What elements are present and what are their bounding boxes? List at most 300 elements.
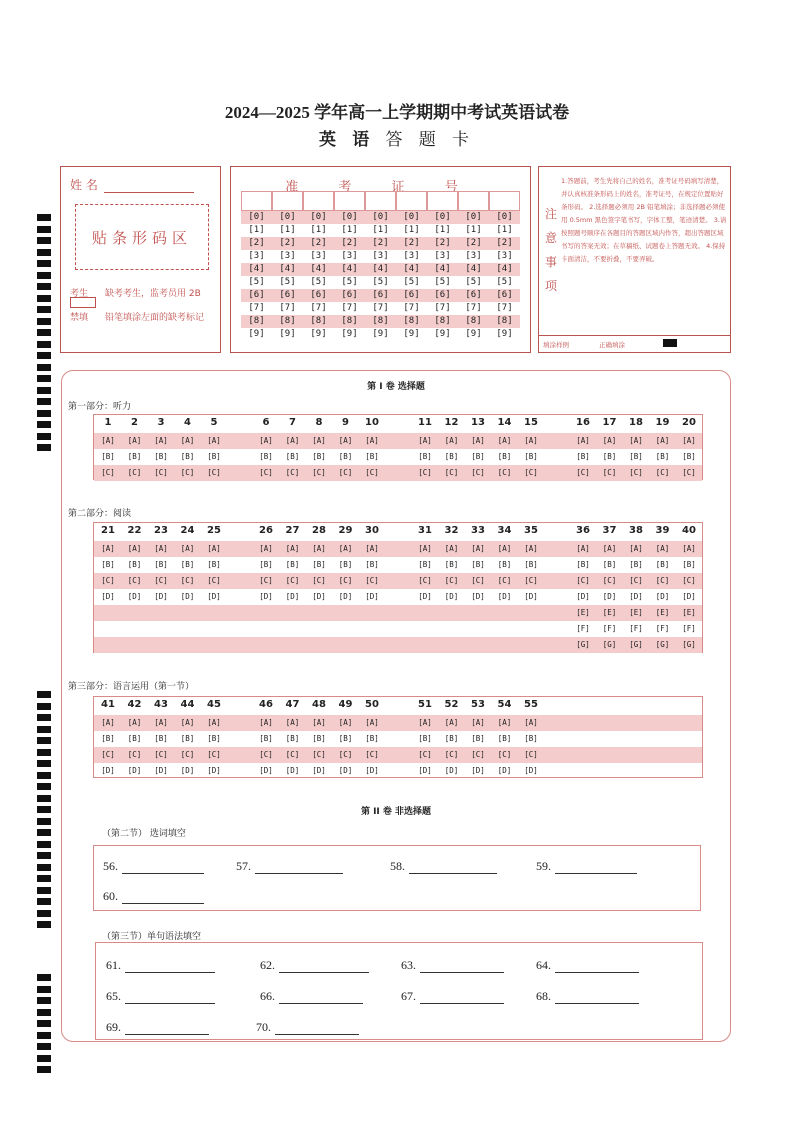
option-bubble[interactable]: [A] bbox=[682, 544, 696, 553]
option-bubble[interactable]: [A] bbox=[524, 718, 538, 727]
id-digit-bubble[interactable]: [3] bbox=[365, 250, 396, 263]
id-digit-bubble[interactable]: [6] bbox=[365, 289, 396, 302]
option-bubble[interactable]: [B] bbox=[602, 560, 617, 569]
id-digit-bubble[interactable]: [5] bbox=[396, 276, 427, 289]
option-bubble[interactable]: [A] bbox=[444, 718, 459, 727]
option-bubble[interactable]: [B] bbox=[338, 734, 353, 743]
option-bubble[interactable]: [C] bbox=[154, 750, 168, 759]
id-digit-bubble[interactable]: [5] bbox=[334, 276, 365, 289]
id-digit-bubble[interactable]: [2] bbox=[241, 237, 272, 250]
option-bubble[interactable]: [C] bbox=[418, 468, 432, 477]
option-bubble[interactable]: [D] bbox=[101, 766, 115, 775]
id-digit-bubble[interactable]: [1] bbox=[458, 224, 489, 237]
option-bubble[interactable]: [A] bbox=[471, 718, 485, 727]
option-bubble[interactable]: [C] bbox=[418, 576, 432, 585]
option-bubble[interactable]: [G] bbox=[576, 640, 590, 649]
option-bubble[interactable]: [C] bbox=[207, 750, 221, 759]
option-bubble[interactable]: [A] bbox=[154, 544, 168, 553]
option-bubble[interactable]: [F] bbox=[576, 624, 590, 633]
option-bubble[interactable]: [D] bbox=[285, 766, 300, 775]
option-bubble[interactable]: [A] bbox=[444, 544, 459, 553]
option-bubble[interactable]: [D] bbox=[127, 766, 142, 775]
option-bubble[interactable]: [D] bbox=[365, 766, 379, 775]
option-bubble[interactable]: [A] bbox=[418, 718, 432, 727]
option-bubble[interactable]: [D] bbox=[576, 592, 590, 601]
id-write-cell[interactable] bbox=[427, 191, 458, 211]
option-bubble[interactable]: [D] bbox=[444, 592, 459, 601]
id-digit-bubble[interactable]: [4] bbox=[334, 263, 365, 276]
option-bubble[interactable]: [B] bbox=[444, 452, 459, 461]
answer-63[interactable]: 63. bbox=[401, 958, 504, 973]
id-digit-bubble[interactable]: [3] bbox=[427, 250, 458, 263]
option-bubble[interactable]: [A] bbox=[180, 436, 195, 445]
option-bubble[interactable]: [A] bbox=[285, 718, 300, 727]
id-digit-bubble[interactable]: [8] bbox=[272, 315, 303, 328]
option-bubble[interactable]: [E] bbox=[629, 608, 643, 617]
name-field[interactable] bbox=[70, 176, 194, 193]
option-bubble[interactable]: [A] bbox=[497, 544, 512, 553]
option-bubble[interactable]: [B] bbox=[365, 452, 379, 461]
option-bubble[interactable]: [C] bbox=[655, 576, 670, 585]
id-digit-bubble[interactable]: [1] bbox=[396, 224, 427, 237]
id-digit-bubble[interactable]: [1] bbox=[303, 224, 334, 237]
option-bubble[interactable]: [B] bbox=[259, 734, 273, 743]
id-digit-bubble[interactable]: [8] bbox=[427, 315, 458, 328]
option-bubble[interactable]: [B] bbox=[285, 560, 300, 569]
option-bubble[interactable]: [B] bbox=[127, 560, 142, 569]
id-digit-bubble[interactable]: [1] bbox=[241, 224, 272, 237]
option-bubble[interactable]: [B] bbox=[101, 452, 115, 461]
id-digit-bubble[interactable]: [3] bbox=[272, 250, 303, 263]
option-bubble[interactable]: [E] bbox=[576, 608, 590, 617]
id-digit-bubble[interactable]: [5] bbox=[489, 276, 520, 289]
option-bubble[interactable]: [B] bbox=[207, 560, 221, 569]
option-bubble[interactable]: [C] bbox=[602, 576, 617, 585]
option-bubble[interactable]: [A] bbox=[655, 436, 670, 445]
option-bubble[interactable]: [D] bbox=[207, 766, 221, 775]
id-digit-bubble[interactable]: [7] bbox=[365, 302, 396, 315]
option-bubble[interactable]: [B] bbox=[602, 452, 617, 461]
option-bubble[interactable]: [D] bbox=[101, 592, 115, 601]
id-digit-bubble[interactable]: [2] bbox=[489, 237, 520, 250]
option-bubble[interactable]: [A] bbox=[338, 718, 353, 727]
option-bubble[interactable]: [B] bbox=[207, 734, 221, 743]
option-bubble[interactable]: [C] bbox=[127, 750, 142, 759]
id-digit-bubble[interactable]: [0] bbox=[272, 211, 303, 224]
option-bubble[interactable]: [C] bbox=[682, 468, 696, 477]
option-bubble[interactable]: [B] bbox=[497, 560, 512, 569]
option-bubble[interactable]: [C] bbox=[602, 468, 617, 477]
option-bubble[interactable]: [C] bbox=[285, 750, 300, 759]
answer-57[interactable]: 57. bbox=[236, 859, 343, 874]
id-digit-bubble[interactable]: [7] bbox=[303, 302, 334, 315]
option-bubble[interactable]: [A] bbox=[154, 718, 168, 727]
id-digit-bubble[interactable]: [2] bbox=[396, 237, 427, 250]
option-bubble[interactable]: [A] bbox=[418, 436, 432, 445]
option-bubble[interactable]: [C] bbox=[444, 750, 459, 759]
option-bubble[interactable]: [B] bbox=[524, 560, 538, 569]
option-bubble[interactable]: [A] bbox=[312, 718, 326, 727]
option-bubble[interactable]: [B] bbox=[338, 452, 353, 461]
id-digit-bubble[interactable]: [0] bbox=[458, 211, 489, 224]
answer-58[interactable]: 58. bbox=[390, 859, 497, 874]
option-bubble[interactable]: [D] bbox=[259, 766, 273, 775]
option-bubble[interactable]: [D] bbox=[444, 766, 459, 775]
option-bubble[interactable]: [C] bbox=[312, 750, 326, 759]
id-digit-bubble[interactable]: [9] bbox=[489, 328, 520, 341]
option-bubble[interactable]: [G] bbox=[629, 640, 643, 649]
option-bubble[interactable]: [A] bbox=[682, 436, 696, 445]
option-bubble[interactable]: [B] bbox=[365, 560, 379, 569]
id-digit-bubble[interactable]: [3] bbox=[303, 250, 334, 263]
option-bubble[interactable]: [D] bbox=[655, 592, 670, 601]
option-bubble[interactable]: [B] bbox=[259, 452, 273, 461]
option-bubble[interactable]: [A] bbox=[101, 718, 115, 727]
option-bubble[interactable]: [A] bbox=[576, 436, 590, 445]
id-digit-bubble[interactable]: [6] bbox=[303, 289, 334, 302]
option-bubble[interactable]: [C] bbox=[312, 468, 326, 477]
option-bubble[interactable]: [A] bbox=[497, 436, 512, 445]
id-digit-bubble[interactable]: [6] bbox=[241, 289, 272, 302]
option-bubble[interactable]: [C] bbox=[629, 576, 643, 585]
option-bubble[interactable]: [C] bbox=[180, 576, 195, 585]
id-digit-bubble[interactable]: [2] bbox=[365, 237, 396, 250]
option-bubble[interactable]: [B] bbox=[127, 452, 142, 461]
answer-69[interactable]: 69. bbox=[106, 1020, 209, 1035]
id-digit-bubble[interactable]: [0] bbox=[303, 211, 334, 224]
option-bubble[interactable]: [D] bbox=[127, 592, 142, 601]
answer-61[interactable]: 61. bbox=[106, 958, 215, 973]
option-bubble[interactable]: [C] bbox=[629, 468, 643, 477]
option-bubble[interactable]: [A] bbox=[602, 436, 617, 445]
option-bubble[interactable]: [D] bbox=[524, 766, 538, 775]
id-write-cell[interactable] bbox=[303, 191, 334, 211]
id-digit-bubble[interactable]: [9] bbox=[334, 328, 365, 341]
option-bubble[interactable]: [A] bbox=[524, 544, 538, 553]
option-bubble[interactable]: [C] bbox=[127, 576, 142, 585]
id-digit-bubble[interactable]: [0] bbox=[489, 211, 520, 224]
answer-67[interactable]: 67. bbox=[401, 989, 504, 1004]
option-bubble[interactable]: [E] bbox=[602, 608, 617, 617]
option-bubble[interactable]: [C] bbox=[180, 750, 195, 759]
option-bubble[interactable]: [C] bbox=[259, 750, 273, 759]
id-write-cell[interactable] bbox=[334, 191, 365, 211]
option-bubble[interactable]: [B] bbox=[312, 452, 326, 461]
id-write-cell[interactable] bbox=[272, 191, 303, 211]
option-bubble[interactable]: [C] bbox=[101, 576, 115, 585]
id-digit-bubble[interactable]: [2] bbox=[427, 237, 458, 250]
option-bubble[interactable]: [A] bbox=[655, 544, 670, 553]
option-bubble[interactable]: [A] bbox=[127, 544, 142, 553]
option-bubble[interactable]: [B] bbox=[629, 560, 643, 569]
option-bubble[interactable]: [A] bbox=[312, 544, 326, 553]
option-bubble[interactable]: [C] bbox=[497, 750, 512, 759]
id-digit-bubble[interactable]: [4] bbox=[489, 263, 520, 276]
option-bubble[interactable]: [C] bbox=[259, 576, 273, 585]
id-digit-bubble[interactable]: [6] bbox=[427, 289, 458, 302]
id-digit-bubble[interactable]: [7] bbox=[427, 302, 458, 315]
id-write-cell[interactable] bbox=[241, 191, 272, 211]
option-bubble[interactable]: [C] bbox=[338, 576, 353, 585]
id-digit-bubble[interactable]: [5] bbox=[458, 276, 489, 289]
option-bubble[interactable]: [A] bbox=[154, 436, 168, 445]
option-bubble[interactable]: [B] bbox=[444, 734, 459, 743]
option-bubble[interactable]: [A] bbox=[629, 436, 643, 445]
option-bubble[interactable]: [D] bbox=[154, 592, 168, 601]
option-bubble[interactable]: [B] bbox=[338, 560, 353, 569]
option-bubble[interactable]: [C] bbox=[101, 750, 115, 759]
option-bubble[interactable]: [B] bbox=[471, 452, 485, 461]
option-bubble[interactable]: [B] bbox=[180, 452, 195, 461]
option-bubble[interactable]: [A] bbox=[127, 718, 142, 727]
id-digit-bubble[interactable]: [3] bbox=[396, 250, 427, 263]
option-bubble[interactable]: [B] bbox=[629, 452, 643, 461]
option-bubble[interactable]: [A] bbox=[207, 718, 221, 727]
id-digit-bubble[interactable]: [7] bbox=[272, 302, 303, 315]
option-bubble[interactable]: [A] bbox=[338, 436, 353, 445]
option-bubble[interactable]: [C] bbox=[471, 468, 485, 477]
id-digit-bubble[interactable]: [6] bbox=[272, 289, 303, 302]
option-bubble[interactable]: [B] bbox=[285, 452, 300, 461]
option-bubble[interactable]: [D] bbox=[312, 592, 326, 601]
id-digit-bubble[interactable]: [2] bbox=[458, 237, 489, 250]
id-digit-bubble[interactable]: [1] bbox=[272, 224, 303, 237]
id-write-cell[interactable] bbox=[458, 191, 489, 211]
option-bubble[interactable]: [C] bbox=[524, 576, 538, 585]
option-bubble[interactable]: [B] bbox=[312, 734, 326, 743]
id-digit-bubble[interactable]: [6] bbox=[334, 289, 365, 302]
id-digit-bubble[interactable]: [9] bbox=[365, 328, 396, 341]
option-bubble[interactable]: [C] bbox=[154, 576, 168, 585]
id-digit-bubble[interactable]: [8] bbox=[458, 315, 489, 328]
option-bubble[interactable]: [C] bbox=[444, 576, 459, 585]
option-bubble[interactable]: [A] bbox=[207, 436, 221, 445]
option-bubble[interactable]: [A] bbox=[259, 436, 273, 445]
option-bubble[interactable]: [B] bbox=[154, 734, 168, 743]
id-digit-bubble[interactable]: [9] bbox=[396, 328, 427, 341]
option-bubble[interactable]: [F] bbox=[655, 624, 670, 633]
option-bubble[interactable]: [A] bbox=[101, 436, 115, 445]
id-write-cell[interactable] bbox=[489, 191, 520, 211]
option-bubble[interactable]: [A] bbox=[602, 544, 617, 553]
id-digit-bubble[interactable]: [5] bbox=[272, 276, 303, 289]
option-bubble[interactable]: [D] bbox=[629, 592, 643, 601]
id-digit-bubble[interactable]: [3] bbox=[241, 250, 272, 263]
option-bubble[interactable]: [A] bbox=[180, 544, 195, 553]
option-bubble[interactable]: [A] bbox=[101, 544, 115, 553]
option-bubble[interactable]: [C] bbox=[497, 468, 512, 477]
option-bubble[interactable]: [A] bbox=[365, 718, 379, 727]
id-digit-bubble[interactable]: [8] bbox=[334, 315, 365, 328]
answer-56[interactable]: 56. bbox=[103, 859, 204, 874]
option-bubble[interactable]: [A] bbox=[180, 718, 195, 727]
option-bubble[interactable]: [C] bbox=[365, 750, 379, 759]
option-bubble[interactable]: [D] bbox=[418, 766, 432, 775]
option-bubble[interactable]: [B] bbox=[154, 452, 168, 461]
option-bubble[interactable]: [F] bbox=[602, 624, 617, 633]
option-bubble[interactable]: [B] bbox=[154, 560, 168, 569]
id-digit-bubble[interactable]: [0] bbox=[427, 211, 458, 224]
id-digit-bubble[interactable]: [5] bbox=[427, 276, 458, 289]
option-bubble[interactable]: [C] bbox=[338, 468, 353, 477]
option-bubble[interactable]: [G] bbox=[602, 640, 617, 649]
option-bubble[interactable]: [B] bbox=[127, 734, 142, 743]
option-bubble[interactable]: [F] bbox=[629, 624, 643, 633]
id-digit-bubble[interactable]: [7] bbox=[334, 302, 365, 315]
option-bubble[interactable]: [G] bbox=[655, 640, 670, 649]
id-write-cell[interactable] bbox=[365, 191, 396, 211]
option-bubble[interactable]: [B] bbox=[444, 560, 459, 569]
id-digit-bubble[interactable]: [6] bbox=[396, 289, 427, 302]
option-bubble[interactable]: [B] bbox=[101, 560, 115, 569]
id-digit-bubble[interactable]: [0] bbox=[365, 211, 396, 224]
option-bubble[interactable]: [C] bbox=[576, 576, 590, 585]
option-bubble[interactable]: [A] bbox=[285, 436, 300, 445]
option-bubble[interactable]: [D] bbox=[338, 592, 353, 601]
id-digit-bubble[interactable]: [8] bbox=[303, 315, 334, 328]
option-bubble[interactable]: [C] bbox=[154, 468, 168, 477]
id-digit-bubble[interactable]: [4] bbox=[427, 263, 458, 276]
option-bubble[interactable]: [B] bbox=[576, 560, 590, 569]
option-bubble[interactable]: [B] bbox=[524, 734, 538, 743]
id-digit-bubble[interactable]: [1] bbox=[427, 224, 458, 237]
answer-59[interactable]: 59. bbox=[536, 859, 637, 874]
option-bubble[interactable]: [A] bbox=[127, 436, 142, 445]
option-bubble[interactable]: [B] bbox=[471, 734, 485, 743]
id-digit-bubble[interactable]: [4] bbox=[272, 263, 303, 276]
option-bubble[interactable]: [C] bbox=[338, 750, 353, 759]
option-bubble[interactable]: [B] bbox=[285, 734, 300, 743]
option-bubble[interactable]: [A] bbox=[576, 544, 590, 553]
option-bubble[interactable]: [B] bbox=[418, 734, 432, 743]
option-bubble[interactable]: [B] bbox=[576, 452, 590, 461]
id-digit-bubble[interactable]: [6] bbox=[458, 289, 489, 302]
option-bubble[interactable]: [D] bbox=[180, 766, 195, 775]
option-bubble[interactable]: [E] bbox=[655, 608, 670, 617]
answer-68[interactable]: 68. bbox=[536, 989, 639, 1004]
option-bubble[interactable]: [B] bbox=[497, 734, 512, 743]
option-bubble[interactable]: [C] bbox=[576, 468, 590, 477]
option-bubble[interactable]: [D] bbox=[259, 592, 273, 601]
id-digit-bubble[interactable]: [8] bbox=[365, 315, 396, 328]
option-bubble[interactable]: [B] bbox=[682, 560, 696, 569]
id-digit-bubble[interactable]: [4] bbox=[241, 263, 272, 276]
id-digit-bubble[interactable]: [3] bbox=[458, 250, 489, 263]
id-digit-bubble[interactable]: [3] bbox=[489, 250, 520, 263]
option-bubble[interactable]: [C] bbox=[497, 576, 512, 585]
option-bubble[interactable]: [G] bbox=[682, 640, 696, 649]
id-digit-bubble[interactable]: [5] bbox=[365, 276, 396, 289]
option-bubble[interactable]: [B] bbox=[655, 560, 670, 569]
id-digit-bubble[interactable]: [4] bbox=[396, 263, 427, 276]
option-bubble[interactable]: [C] bbox=[444, 468, 459, 477]
id-digit-bubble[interactable]: [9] bbox=[241, 328, 272, 341]
id-write-cell[interactable] bbox=[396, 191, 427, 211]
option-bubble[interactable]: [A] bbox=[259, 544, 273, 553]
id-digit-bubble[interactable]: [7] bbox=[458, 302, 489, 315]
id-digit-bubble[interactable]: [0] bbox=[334, 211, 365, 224]
option-bubble[interactable]: [C] bbox=[471, 750, 485, 759]
id-digit-bubble[interactable]: [1] bbox=[489, 224, 520, 237]
id-digit-bubble[interactable]: [1] bbox=[334, 224, 365, 237]
answer-62[interactable]: 62. bbox=[260, 958, 369, 973]
id-digit-bubble[interactable]: [5] bbox=[241, 276, 272, 289]
option-bubble[interactable]: [C] bbox=[127, 468, 142, 477]
id-digit-bubble[interactable]: [5] bbox=[303, 276, 334, 289]
option-bubble[interactable]: [B] bbox=[524, 452, 538, 461]
id-digit-bubble[interactable]: [9] bbox=[427, 328, 458, 341]
option-bubble[interactable]: [D] bbox=[471, 766, 485, 775]
id-digit-bubble[interactable]: [9] bbox=[303, 328, 334, 341]
option-bubble[interactable]: [B] bbox=[180, 734, 195, 743]
id-digit-bubble[interactable]: [2] bbox=[272, 237, 303, 250]
option-bubble[interactable]: [D] bbox=[312, 766, 326, 775]
id-digit-bubble[interactable]: [8] bbox=[241, 315, 272, 328]
id-digit-bubble[interactable]: [1] bbox=[365, 224, 396, 237]
id-digit-bubble[interactable]: [7] bbox=[241, 302, 272, 315]
option-bubble[interactable]: [B] bbox=[207, 452, 221, 461]
option-bubble[interactable]: [D] bbox=[338, 766, 353, 775]
option-bubble[interactable]: [B] bbox=[180, 560, 195, 569]
option-bubble[interactable]: [B] bbox=[655, 452, 670, 461]
option-bubble[interactable]: [B] bbox=[471, 560, 485, 569]
option-bubble[interactable]: [A] bbox=[444, 436, 459, 445]
option-bubble[interactable]: [B] bbox=[497, 452, 512, 461]
option-bubble[interactable]: [D] bbox=[471, 592, 485, 601]
id-digit-bubble[interactable]: [4] bbox=[365, 263, 396, 276]
option-bubble[interactable]: [C] bbox=[101, 468, 115, 477]
option-bubble[interactable]: [D] bbox=[207, 592, 221, 601]
option-bubble[interactable]: [C] bbox=[207, 468, 221, 477]
id-digit-bubble[interactable]: [2] bbox=[334, 237, 365, 250]
option-bubble[interactable]: [A] bbox=[312, 436, 326, 445]
option-bubble[interactable]: [C] bbox=[259, 468, 273, 477]
option-bubble[interactable]: [A] bbox=[365, 544, 379, 553]
id-digit-bubble[interactable]: [6] bbox=[489, 289, 520, 302]
option-bubble[interactable]: [A] bbox=[207, 544, 221, 553]
option-bubble[interactable]: [D] bbox=[497, 766, 512, 775]
answer-60[interactable]: 60. bbox=[103, 889, 204, 904]
option-bubble[interactable]: [D] bbox=[154, 766, 168, 775]
option-bubble[interactable]: [A] bbox=[471, 436, 485, 445]
option-bubble[interactable]: [E] bbox=[682, 608, 696, 617]
option-bubble[interactable]: [A] bbox=[338, 544, 353, 553]
option-bubble[interactable]: [C] bbox=[285, 468, 300, 477]
option-bubble[interactable]: [B] bbox=[312, 560, 326, 569]
option-bubble[interactable]: [B] bbox=[365, 734, 379, 743]
option-bubble[interactable]: [C] bbox=[471, 576, 485, 585]
id-digit-bubble[interactable]: [0] bbox=[241, 211, 272, 224]
option-bubble[interactable]: [B] bbox=[259, 560, 273, 569]
answer-66[interactable]: 66. bbox=[260, 989, 363, 1004]
option-bubble[interactable]: [A] bbox=[524, 436, 538, 445]
option-bubble[interactable]: [C] bbox=[524, 468, 538, 477]
option-bubble[interactable]: [D] bbox=[180, 592, 195, 601]
option-bubble[interactable]: [C] bbox=[285, 576, 300, 585]
absent-checkbox[interactable] bbox=[70, 297, 96, 308]
option-bubble[interactable]: [F] bbox=[682, 624, 696, 633]
id-digit-bubble[interactable]: [7] bbox=[396, 302, 427, 315]
id-digit-bubble[interactable]: [4] bbox=[458, 263, 489, 276]
option-bubble[interactable]: [D] bbox=[285, 592, 300, 601]
option-bubble[interactable]: [A] bbox=[365, 436, 379, 445]
option-bubble[interactable]: [C] bbox=[365, 576, 379, 585]
id-digit-bubble[interactable]: [8] bbox=[489, 315, 520, 328]
option-bubble[interactable]: [B] bbox=[682, 452, 696, 461]
id-digit-bubble[interactable]: [3] bbox=[334, 250, 365, 263]
option-bubble[interactable]: [A] bbox=[285, 544, 300, 553]
answer-70[interactable]: 70. bbox=[256, 1020, 359, 1035]
